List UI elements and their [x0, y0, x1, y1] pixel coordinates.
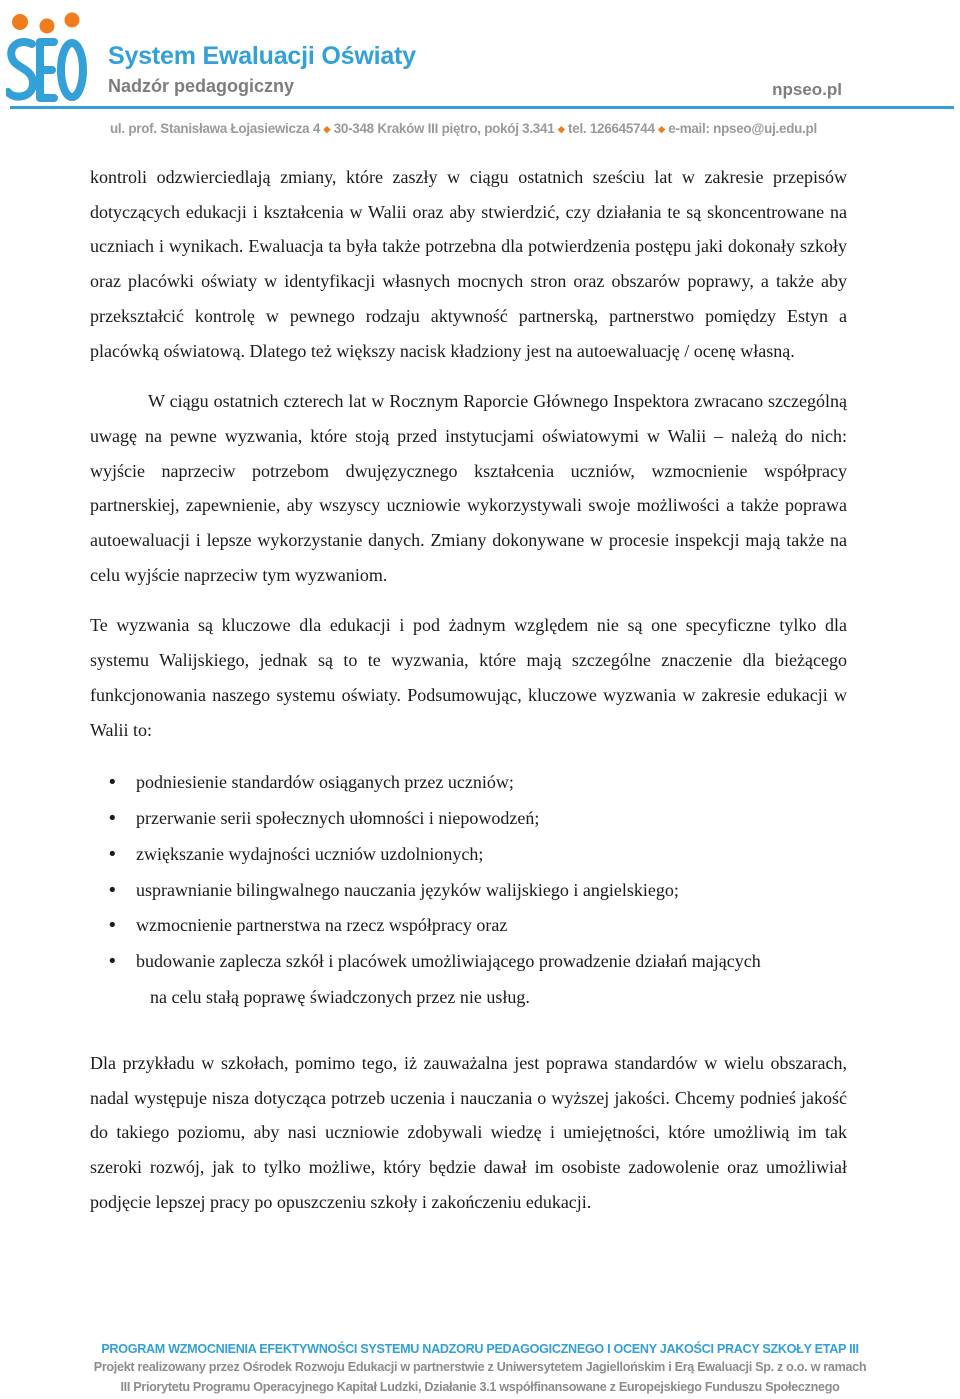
list-item-continuation: na celu stałą poprawę świadczonych przez nie usług.: [150, 987, 530, 1008]
list-item: • zwiększanie wydajności uczniów uzdolnionych;: [90, 837, 847, 873]
list-item-text: budowanie zaplecza szkół i placówek umożliwiającego prowadzenie działań mających: [136, 951, 761, 972]
paragraph-2: W ciągu ostatnich czterech lat w Rocznym Raporcie Głównego Inspektora zwracano szczególną uwagę na pewne wyzwania, które stoją przed instytucjami oświatowymi w Walii – należą do nich: wyjście naprzeciw potrzebom dwujęzycznego kształcenia uczniów, wzmocnienie współpracy partnerskiej, zapewnienie, aby wszyscy uczniowie wykorzystywali swoje możliwości a także poprawa autoewaluacji i lepsze wykorzystanie danych. Zmiany dokonywane w procesie inspekcji mają także na celu wyjście naprzeciw tym wyzwaniom.: [90, 391, 847, 585]
document-body: [90, 160, 847, 1219]
separator-icon: ◆: [323, 124, 331, 134]
paragraph-3: Te wyzwania są kluczowe dla edukacji i pod żadnym względem nie są one specyficzne tylko dla systemu Walijskiego, jednak są to te wyzwania, które mają szczególne znaczenie dla bieżącego funkcjonowania naszego systemu oświaty. Podsumowując, kluczowe wyzwania w zakresie edukacji w Walii to:: [90, 615, 847, 740]
contact-email[interactable]: e-mail: npseo@uj.edu.pl: [668, 121, 817, 136]
seo-logo-icon: [6, 6, 88, 110]
list-item: [90, 944, 847, 1016]
paragraph-4: Dla przykładu w szkołach, pomimo tego, iż zauważalna jest poprawa standardów w wielu obszarach, nadal występuje nisza dotycząca potrzeb uczenia i nauczania o wyższej jakości. Chcemy podnieś jakość do takiego poziomu, aby nasi uczniowie zdobywali wiedzę i umiejętności, które umożliwią im tak szeroki rozwój, jak to tylko możliwe, który będzie dawał im osobiste zadowolenie oraz umożliwiał podjęcie lepszej pracy po opuszczeniu szkoły i zakończeniu edukacji.: [90, 1052, 847, 1212]
letterhead: [0, 0, 960, 145]
contact-line: [110, 121, 817, 136]
contact-city: 30-348 Kraków III piętro, pokój 3.341: [333, 121, 555, 136]
org-title: System Ewaluacji Oświaty: [108, 42, 416, 70]
contact-phone: tel. 126645744: [568, 121, 655, 136]
paragraph-1: kontroli odzwierciedlają zmiany, które zaszły w ciągu ostatnich sześciu lat w zakresie przepisów dotyczących edukacji i kształcenia w Walii oraz aby stwierdzić, czy działania te są skoncentrowane na uczniach i wynikach. Ewaluacja ta była także potrzebna dla potwierdzenia postępu jaki dokonały szkoły oraz placówki oświaty w identyfikacji własnych mocnych stron oraz obszarów poprawy, a także aby przekształcić kontrolę w pewnego rodzaju aktywność partnerską, partnerstwo pomiędzy Estyn a placówką oświatową. Dlatego też większy nacisk kładziony jest na autoewaluację / ocenę własną.: [90, 167, 847, 361]
list-item: • wzmocnienie partnerstwa na rzecz współpracy oraz: [90, 908, 847, 944]
footer-program: PROGRAM WZMOCNIENIA EFEKTYWNOŚCI SYSTEMU NADZORU PEDAGOGICZNEGO I OCENY JAKOŚCI PRACY SZKOŁY ETAP III: [101, 1342, 859, 1356]
separator-icon: ◆: [557, 124, 565, 134]
org-subtitle: Nadzór pedagogiczny: [108, 76, 295, 96]
contact-address: ul. prof. Stanisława Łojasiewicza 4: [110, 121, 321, 136]
footer-funding: III Priorytetu Programu Operacyjnego Kapitał Ludzki, Działanie 3.1 współfinansowane z Europejskiego Funduszu Społecznego: [120, 1380, 840, 1394]
list-item: • przerwanie serii społecznych ułomności i niepowodzeń;: [90, 801, 847, 837]
footer-project: Projekt realizowany przez Ośrodek Rozwoju Edukacji w partnerstwie z Uniwersytetem Jagiellońskim i Erą Ewaluacji Sp. z o.o. w ramach: [93, 1360, 867, 1374]
separator-icon: ◆: [658, 124, 665, 134]
header-divider: [10, 106, 954, 109]
list-item: • usprawnianie bilingwalnego nauczania języków walijskiego i angielskiego;: [90, 873, 847, 909]
challenges-list: [90, 765, 847, 1016]
site-link[interactable]: npseo.pl: [772, 80, 842, 99]
list-item: • podniesienie standardów osiąganych przez uczniów;: [90, 765, 847, 801]
